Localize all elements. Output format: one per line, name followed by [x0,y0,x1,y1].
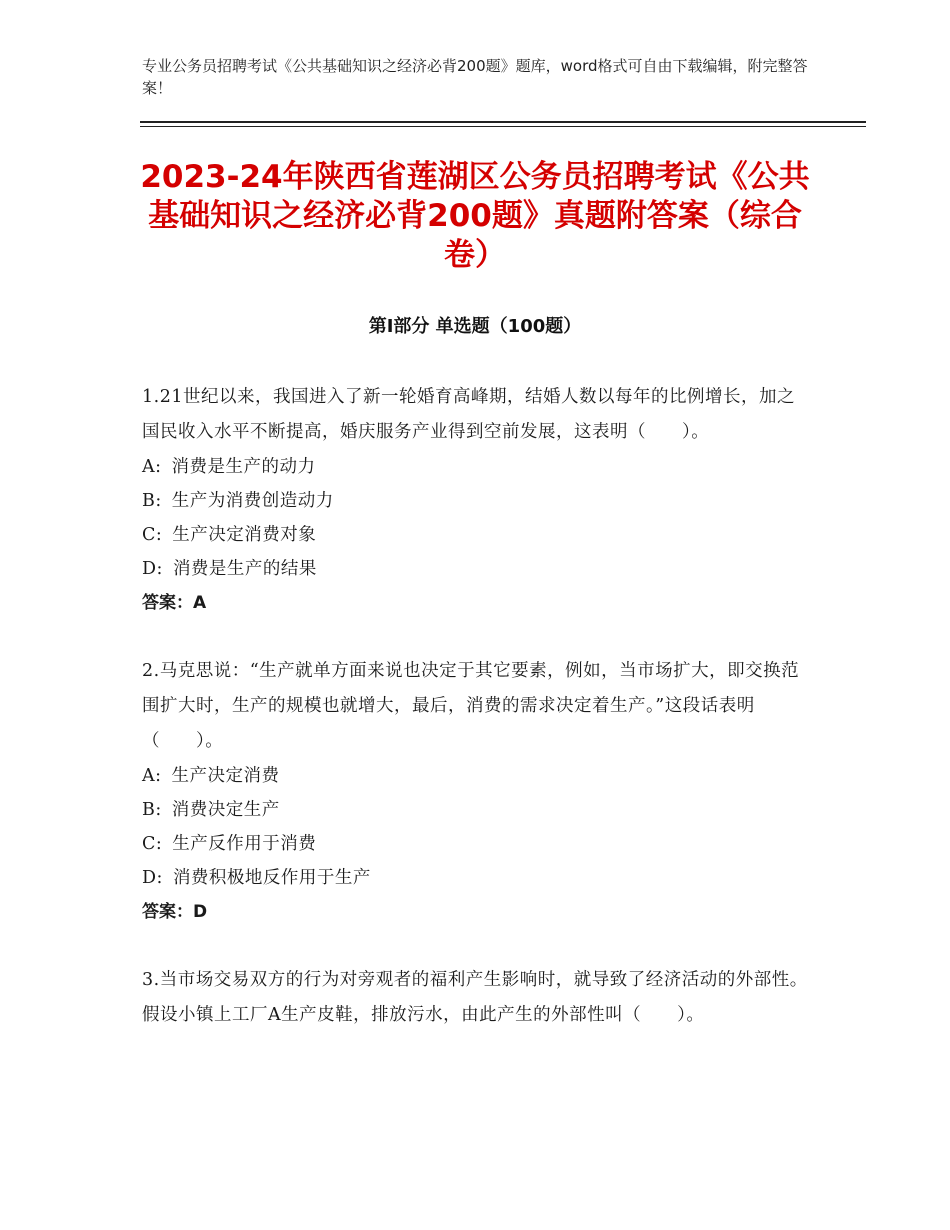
question-stem: 2.马克思说：“生产就单方面来说也决定于其它要素，例如，当市场扩大，即交换范围扩大时，生产的规模也就增大，最后，消费的需求决定着生产。”这段话表明（ ）。 [142,661,800,751]
option-text: 生产反作用于消费 [172,834,317,854]
option-key: A: [142,766,162,786]
question-stem: 3.当市场交易双方的行为对旁观者的福利产生影响时，就导致了经济活动的外部性。假设小镇上工厂A生产皮鞋，排放污水，由此产生的外部性叫（ ）。 [142,970,808,1025]
option-a [142,759,812,793]
section-title: 第Ⅰ部分 单选题（100题） [368,316,582,337]
answer-value: A [193,593,207,613]
option-key: D: [142,559,163,579]
option-text: 消费是生产的结果 [172,559,317,579]
header-note: 专业公务员招聘考试《公共基础知识之经济必背200题》题库，word格式可自由下载编辑，附完整答案！ [142,57,808,97]
option-b [142,484,812,518]
option-text: 生产决定消费 [171,766,280,786]
header-rule-thin [140,126,866,127]
header-rule-thick [140,121,866,123]
answer-value: D [193,902,208,922]
answer-line [142,895,812,929]
option-text: 消费积极地反作用于生产 [172,868,371,888]
option-d [142,861,812,895]
option-key: A: [142,457,162,477]
option-key: B: [142,800,162,820]
option-text: 生产为消费创造动力 [171,491,334,511]
option-b [142,793,812,827]
option-c [142,518,812,552]
question-3 [142,963,812,1033]
document-title: 2023-24年陕西省莲湖区公务员招聘考试《公共基础知识之经济必背200题》真题附答案（综合卷） [140,159,810,273]
answer-label: 答案： [142,902,193,922]
option-text: 生产决定消费对象 [172,525,317,545]
option-text: 消费是生产的动力 [171,457,316,477]
option-c [142,827,812,861]
question-list [142,380,812,1067]
question-stem: 1.21世纪以来，我国进入了新一轮婚育高峰期，结婚人数以每年的比例增长，加之国民收入水平不断提高，婚庆服务产业得到空前发展，这表明（ ）。 [142,387,795,442]
answer-label: 答案： [142,593,193,613]
question-2 [142,654,812,929]
question-1 [142,380,812,620]
option-key: B: [142,491,162,511]
option-a [142,450,812,484]
option-key: D: [142,868,163,888]
option-text: 消费决定生产 [171,800,280,820]
option-key: C: [142,525,163,545]
option-key: C: [142,834,163,854]
option-d [142,552,812,586]
answer-line [142,586,812,620]
